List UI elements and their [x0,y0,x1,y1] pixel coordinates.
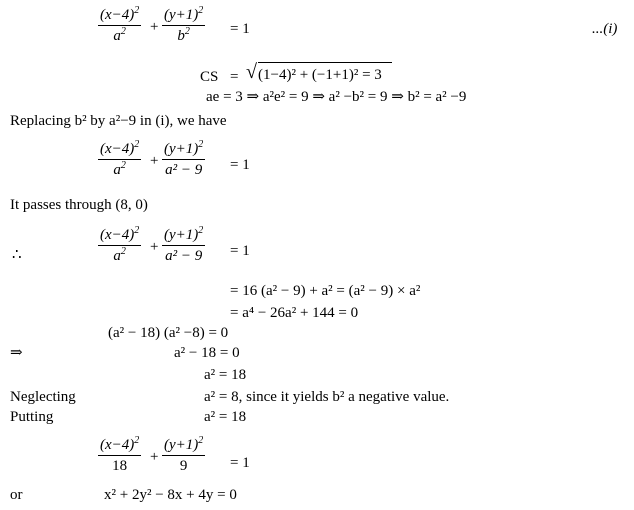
cs-label: CS [200,69,219,85]
or-label: or [10,487,23,503]
eq2-plus: + [150,153,159,169]
eq4-num1: $(x-4)^2$ [98,438,141,456]
passes-text: It passes through (8, 0) [10,197,148,213]
cs-equals: = [230,69,239,85]
eq3-den1: $a^2$ [113,246,126,264]
eq4-plus: + [150,449,159,465]
a2-minus-18-line: a² − 18 = 0 [174,345,240,361]
eq1-den1: $a^2$ [113,26,126,44]
eq2-fraction-2 [162,139,205,178]
eq4-den2: 9 [179,458,188,474]
neglect-equation: a² = 8, since it yields b² a negative value. [204,389,450,405]
neglecting-label: Neglecting [10,389,76,405]
eq3-plus: + [150,239,159,255]
eq3-fraction-2 [162,225,205,264]
eq1-num2: $(y+1)^2$ [162,8,205,26]
eq4-fraction-2 [162,435,205,474]
a2-18-line: a² = 18 [204,367,247,383]
eq3-fraction-1 [98,225,141,264]
eq2-den2: a² − 9 [165,162,203,178]
ae-line: ae = 3 ⇒ a²e² = 9 ⇒ a² −b² = 9 ⇒ b² = a² −9 [206,89,467,105]
eq1-rhs: = 1 [230,21,250,37]
eq4-den1: 18 [112,458,128,474]
eq3-den2: a² − 9 [165,248,203,264]
eq3-rhs: = 1 [230,243,250,259]
eq4-fraction-1 [98,435,141,474]
implies-symbol: ⇒ [10,345,23,361]
eq2-num1: $(x-4)^2$ [98,142,141,160]
line-a4: = a⁴ − 26a² + 144 = 0 [230,305,359,321]
cs-radicand: (1−4)² + (−1+1)² = 3 [258,67,382,83]
eq3-num2: $(y+1)^2$ [162,228,205,246]
eq2-fraction-1 [98,139,141,178]
eq1-num1: $(x-4)^2$ [98,8,141,26]
final-equation: x² + 2y² − 8x + 4y = 0 [104,487,237,503]
factored-line: (a² − 18) (a² −8) = 0 [108,325,229,341]
replacing-text: Replacing b² by a²−9 in (i), we have [10,113,227,129]
eq1-plus: + [150,19,159,35]
putting-label: Putting [10,409,54,425]
radical-sign: √ [246,61,257,83]
eq3-num1: $(x-4)^2$ [98,228,141,246]
putting-equation: a² = 18 [204,409,247,425]
eq1-fraction-2 [162,5,205,44]
radical-bar [258,62,392,63]
therefore-symbol: ∴ [12,247,22,263]
eq1-den2: $b^2$ [177,26,190,44]
eq1-fraction-1 [98,5,141,44]
eq2-den1: $a^2$ [113,160,126,178]
eq2-rhs: = 1 [230,157,250,173]
eq2-num2: $(y+1)^2$ [162,142,205,160]
eq4-num2: $(y+1)^2$ [162,438,205,456]
equation-tag: ...(i) [592,21,618,37]
eq4-rhs: = 1 [230,455,250,471]
line-16: = 16 (a² − 9) + a² = (a² − 9) × a² [230,283,421,299]
